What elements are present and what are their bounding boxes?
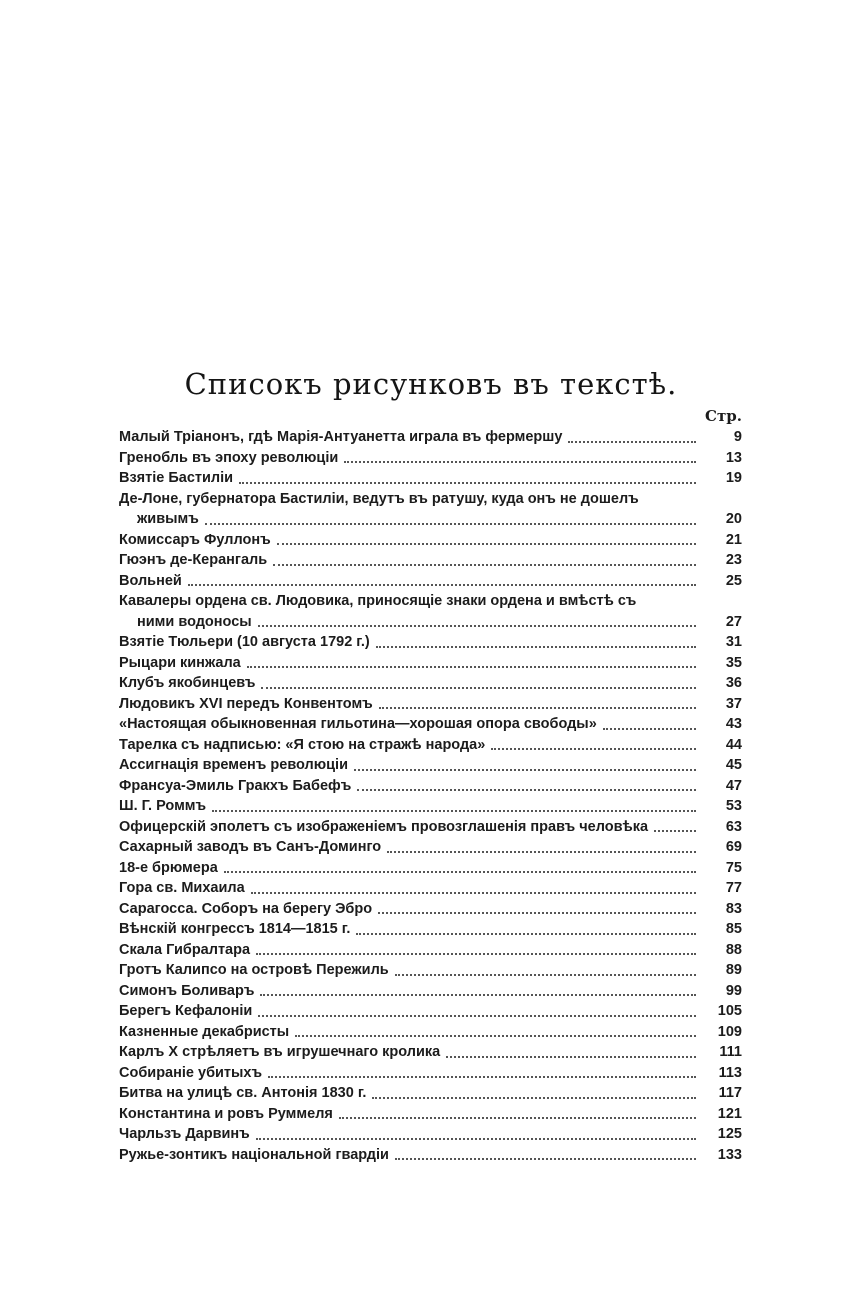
page-number: 69 bbox=[725, 839, 742, 855]
entry-label: Битва на улицѣ св. Антонія 1830 г. bbox=[119, 1085, 367, 1101]
entry-label: Гренобль въ эпоху революціи bbox=[119, 449, 339, 466]
toc-entry bbox=[119, 1063, 742, 1084]
dot-leader bbox=[376, 646, 696, 648]
page-number: 89 bbox=[725, 962, 742, 978]
page-number: 113 bbox=[718, 1064, 742, 1081]
toc-entry bbox=[119, 878, 742, 899]
toc-entry bbox=[119, 776, 742, 797]
toc-entry bbox=[119, 817, 742, 838]
toc-entry bbox=[119, 530, 742, 551]
entry-label-continuation: ними водоносы bbox=[137, 613, 252, 630]
page-number: 19 bbox=[725, 470, 742, 486]
toc-entry bbox=[119, 981, 742, 1002]
entry-label: Клубъ якобинцевъ bbox=[119, 675, 256, 691]
entry-label: Вѣнскій конгрессъ 1814—1815 г. bbox=[119, 921, 351, 937]
entry-label: Гюэнъ де-Керангаль bbox=[119, 552, 268, 568]
toc-entry bbox=[119, 1042, 742, 1063]
page-number: 31 bbox=[725, 634, 742, 650]
dot-leader bbox=[277, 543, 696, 545]
entry-label: Взятіе Тюльери (10 августа 1792 г.) bbox=[119, 634, 370, 650]
entry-label: Ш. Г. Роммъ bbox=[119, 798, 207, 814]
dot-leader bbox=[295, 1035, 696, 1037]
toc-entry bbox=[119, 858, 742, 879]
entry-label: Кавалеры ордена св. Людовика, приносящіе знаки ордена и вмѣстѣ съ bbox=[119, 593, 637, 609]
page-column-header: Стр. bbox=[705, 407, 742, 425]
dot-leader bbox=[251, 892, 696, 894]
toc-entry bbox=[119, 673, 742, 694]
dot-leader bbox=[356, 933, 696, 935]
entry-label: Карлъ X стрѣляетъ въ игрушечнаго кролика bbox=[119, 1044, 441, 1060]
entry-label: 18-е брюмера bbox=[119, 859, 218, 876]
entry-label-continuation: живымъ bbox=[137, 511, 199, 527]
entry-label: Рыцари кинжала bbox=[119, 654, 241, 671]
page-number: 125 bbox=[717, 1126, 742, 1142]
entry-label: Франсуа-Эмиль Гракхъ Бабефъ bbox=[119, 777, 352, 794]
entry-label: Гротъ Калипсо на островѣ Пережиль bbox=[119, 962, 389, 978]
entry-label: Собираніе убитыхъ bbox=[119, 1064, 263, 1081]
page-number: 83 bbox=[725, 900, 742, 917]
toc-entry bbox=[119, 899, 742, 920]
illustrations-list bbox=[119, 427, 742, 1165]
page-number: 20 bbox=[725, 511, 742, 527]
entry-label: Чарльзъ Дарвинъ bbox=[119, 1126, 250, 1142]
page-number: 35 bbox=[725, 654, 742, 671]
dot-leader bbox=[212, 810, 696, 812]
page-number: 43 bbox=[725, 716, 742, 732]
toc-entry bbox=[119, 550, 742, 571]
toc-entry bbox=[119, 796, 742, 817]
page-number: 44 bbox=[725, 736, 742, 753]
entry-label: Ружье-зонтикъ національной гвардіи bbox=[119, 1146, 389, 1163]
page-title: Списокъ рисунковъ въ текстѣ. bbox=[184, 367, 678, 401]
page-number: 37 bbox=[725, 695, 742, 712]
dot-leader bbox=[491, 748, 696, 750]
dot-leader bbox=[446, 1056, 696, 1058]
toc-entry bbox=[119, 571, 742, 592]
page-number: 121 bbox=[717, 1105, 742, 1122]
dot-leader bbox=[224, 871, 696, 873]
entry-label: Константина и ровъ Руммеля bbox=[119, 1105, 333, 1122]
entry-label: Взятіе Бастиліи bbox=[119, 470, 234, 486]
toc-entry bbox=[119, 714, 742, 735]
toc-entry bbox=[119, 1145, 742, 1166]
dot-leader bbox=[387, 851, 696, 853]
page-number: 47 bbox=[725, 777, 742, 794]
dot-leader bbox=[258, 1015, 696, 1017]
entry-label: Казненные декабристы bbox=[119, 1023, 290, 1040]
toc-entry bbox=[119, 940, 742, 961]
toc-entry bbox=[119, 448, 742, 469]
page-number: 99 bbox=[725, 982, 742, 999]
page-number: 105 bbox=[717, 1003, 742, 1019]
dot-leader bbox=[354, 769, 696, 771]
entry-label: Берегъ Кефалоніи bbox=[119, 1003, 253, 1019]
entry-label: Ассигнація временъ революціи bbox=[119, 757, 348, 773]
toc-entry bbox=[119, 653, 742, 674]
dot-leader bbox=[357, 789, 696, 791]
dot-leader bbox=[247, 666, 696, 668]
dot-leader bbox=[654, 830, 696, 832]
page-number: 23 bbox=[725, 552, 742, 568]
entry-label: «Настоящая обыкновенная гильотина—хорошая опора свободы» bbox=[119, 716, 597, 732]
page-number: 88 bbox=[725, 941, 742, 958]
page-number: 36 bbox=[725, 675, 742, 691]
toc-entry bbox=[119, 632, 742, 653]
entry-label: Скала Гибралтара bbox=[119, 941, 251, 958]
page-number: 77 bbox=[725, 880, 742, 896]
toc-entry bbox=[119, 591, 742, 632]
page-number: 21 bbox=[725, 531, 742, 548]
dot-leader bbox=[379, 707, 696, 709]
page-number: 85 bbox=[725, 921, 742, 937]
page-number: 117 bbox=[718, 1085, 742, 1101]
dot-leader bbox=[568, 441, 696, 443]
toc-entry bbox=[119, 960, 742, 981]
entry-label: Симонъ Боливаръ bbox=[119, 982, 255, 999]
dot-leader bbox=[268, 1076, 696, 1078]
entry-label: Гора св. Михаила bbox=[119, 880, 245, 896]
dot-leader bbox=[344, 461, 696, 463]
dot-leader bbox=[603, 728, 696, 730]
dot-leader bbox=[339, 1117, 696, 1119]
dot-leader bbox=[256, 1138, 696, 1140]
toc-entry bbox=[119, 919, 742, 940]
entry-label: Де-Лоне, губернатора Бастиліи, ведутъ въ ратушу, куда онъ не дошелъ bbox=[119, 490, 639, 507]
page-number: 75 bbox=[725, 859, 742, 876]
dot-leader bbox=[258, 625, 696, 627]
page-number: 109 bbox=[717, 1023, 742, 1040]
entry-label: Вольней bbox=[119, 572, 182, 589]
page-number: 27 bbox=[725, 613, 742, 630]
page-number: 13 bbox=[725, 449, 742, 466]
page-number: 111 bbox=[719, 1044, 742, 1060]
dot-leader bbox=[205, 523, 696, 525]
toc-entry bbox=[119, 837, 742, 858]
page-number: 133 bbox=[717, 1146, 742, 1163]
entry-label: Тарелка съ надписью: «Я стою на стражѣ народа» bbox=[119, 736, 486, 753]
toc-entry bbox=[119, 1083, 742, 1104]
entry-label: Сарагосса. Соборъ на берегу Эбро bbox=[119, 900, 373, 917]
dot-leader bbox=[395, 974, 696, 976]
toc-entry bbox=[119, 468, 742, 489]
entry-label: Людовикъ XVI передъ Конвентомъ bbox=[119, 695, 373, 712]
toc-entry bbox=[119, 735, 742, 756]
dot-leader bbox=[260, 994, 696, 996]
toc-entry bbox=[119, 427, 742, 448]
page-number: 45 bbox=[725, 757, 742, 773]
toc-entry bbox=[119, 755, 742, 776]
page-number: 63 bbox=[725, 818, 742, 835]
page-number: 25 bbox=[725, 572, 742, 589]
page-number: 53 bbox=[725, 798, 742, 814]
entry-label: Сахарный заводъ въ Санъ-Доминго bbox=[119, 839, 382, 855]
toc-entry bbox=[119, 1124, 742, 1145]
dot-leader bbox=[273, 564, 696, 566]
toc-entry bbox=[119, 489, 742, 530]
page-number: 9 bbox=[733, 429, 742, 445]
entry-label: Офицерскій эполетъ съ изображеніемъ провозглашенія правъ человѣка bbox=[119, 818, 649, 835]
toc-entry bbox=[119, 1001, 742, 1022]
dot-leader bbox=[188, 584, 696, 586]
entry-label: Малый Тріанонъ, гдѣ Марія-Антуанетта играла въ фермершу bbox=[119, 429, 563, 445]
dot-leader bbox=[372, 1097, 696, 1099]
dot-leader bbox=[256, 953, 696, 955]
toc-entry bbox=[119, 1022, 742, 1043]
dot-leader bbox=[395, 1158, 696, 1160]
dot-leader bbox=[261, 687, 696, 689]
toc-entry bbox=[119, 694, 742, 715]
dot-leader bbox=[378, 912, 696, 914]
entry-label: Комиссаръ Фуллонъ bbox=[119, 531, 271, 548]
toc-entry bbox=[119, 1104, 742, 1125]
dot-leader bbox=[239, 482, 696, 484]
